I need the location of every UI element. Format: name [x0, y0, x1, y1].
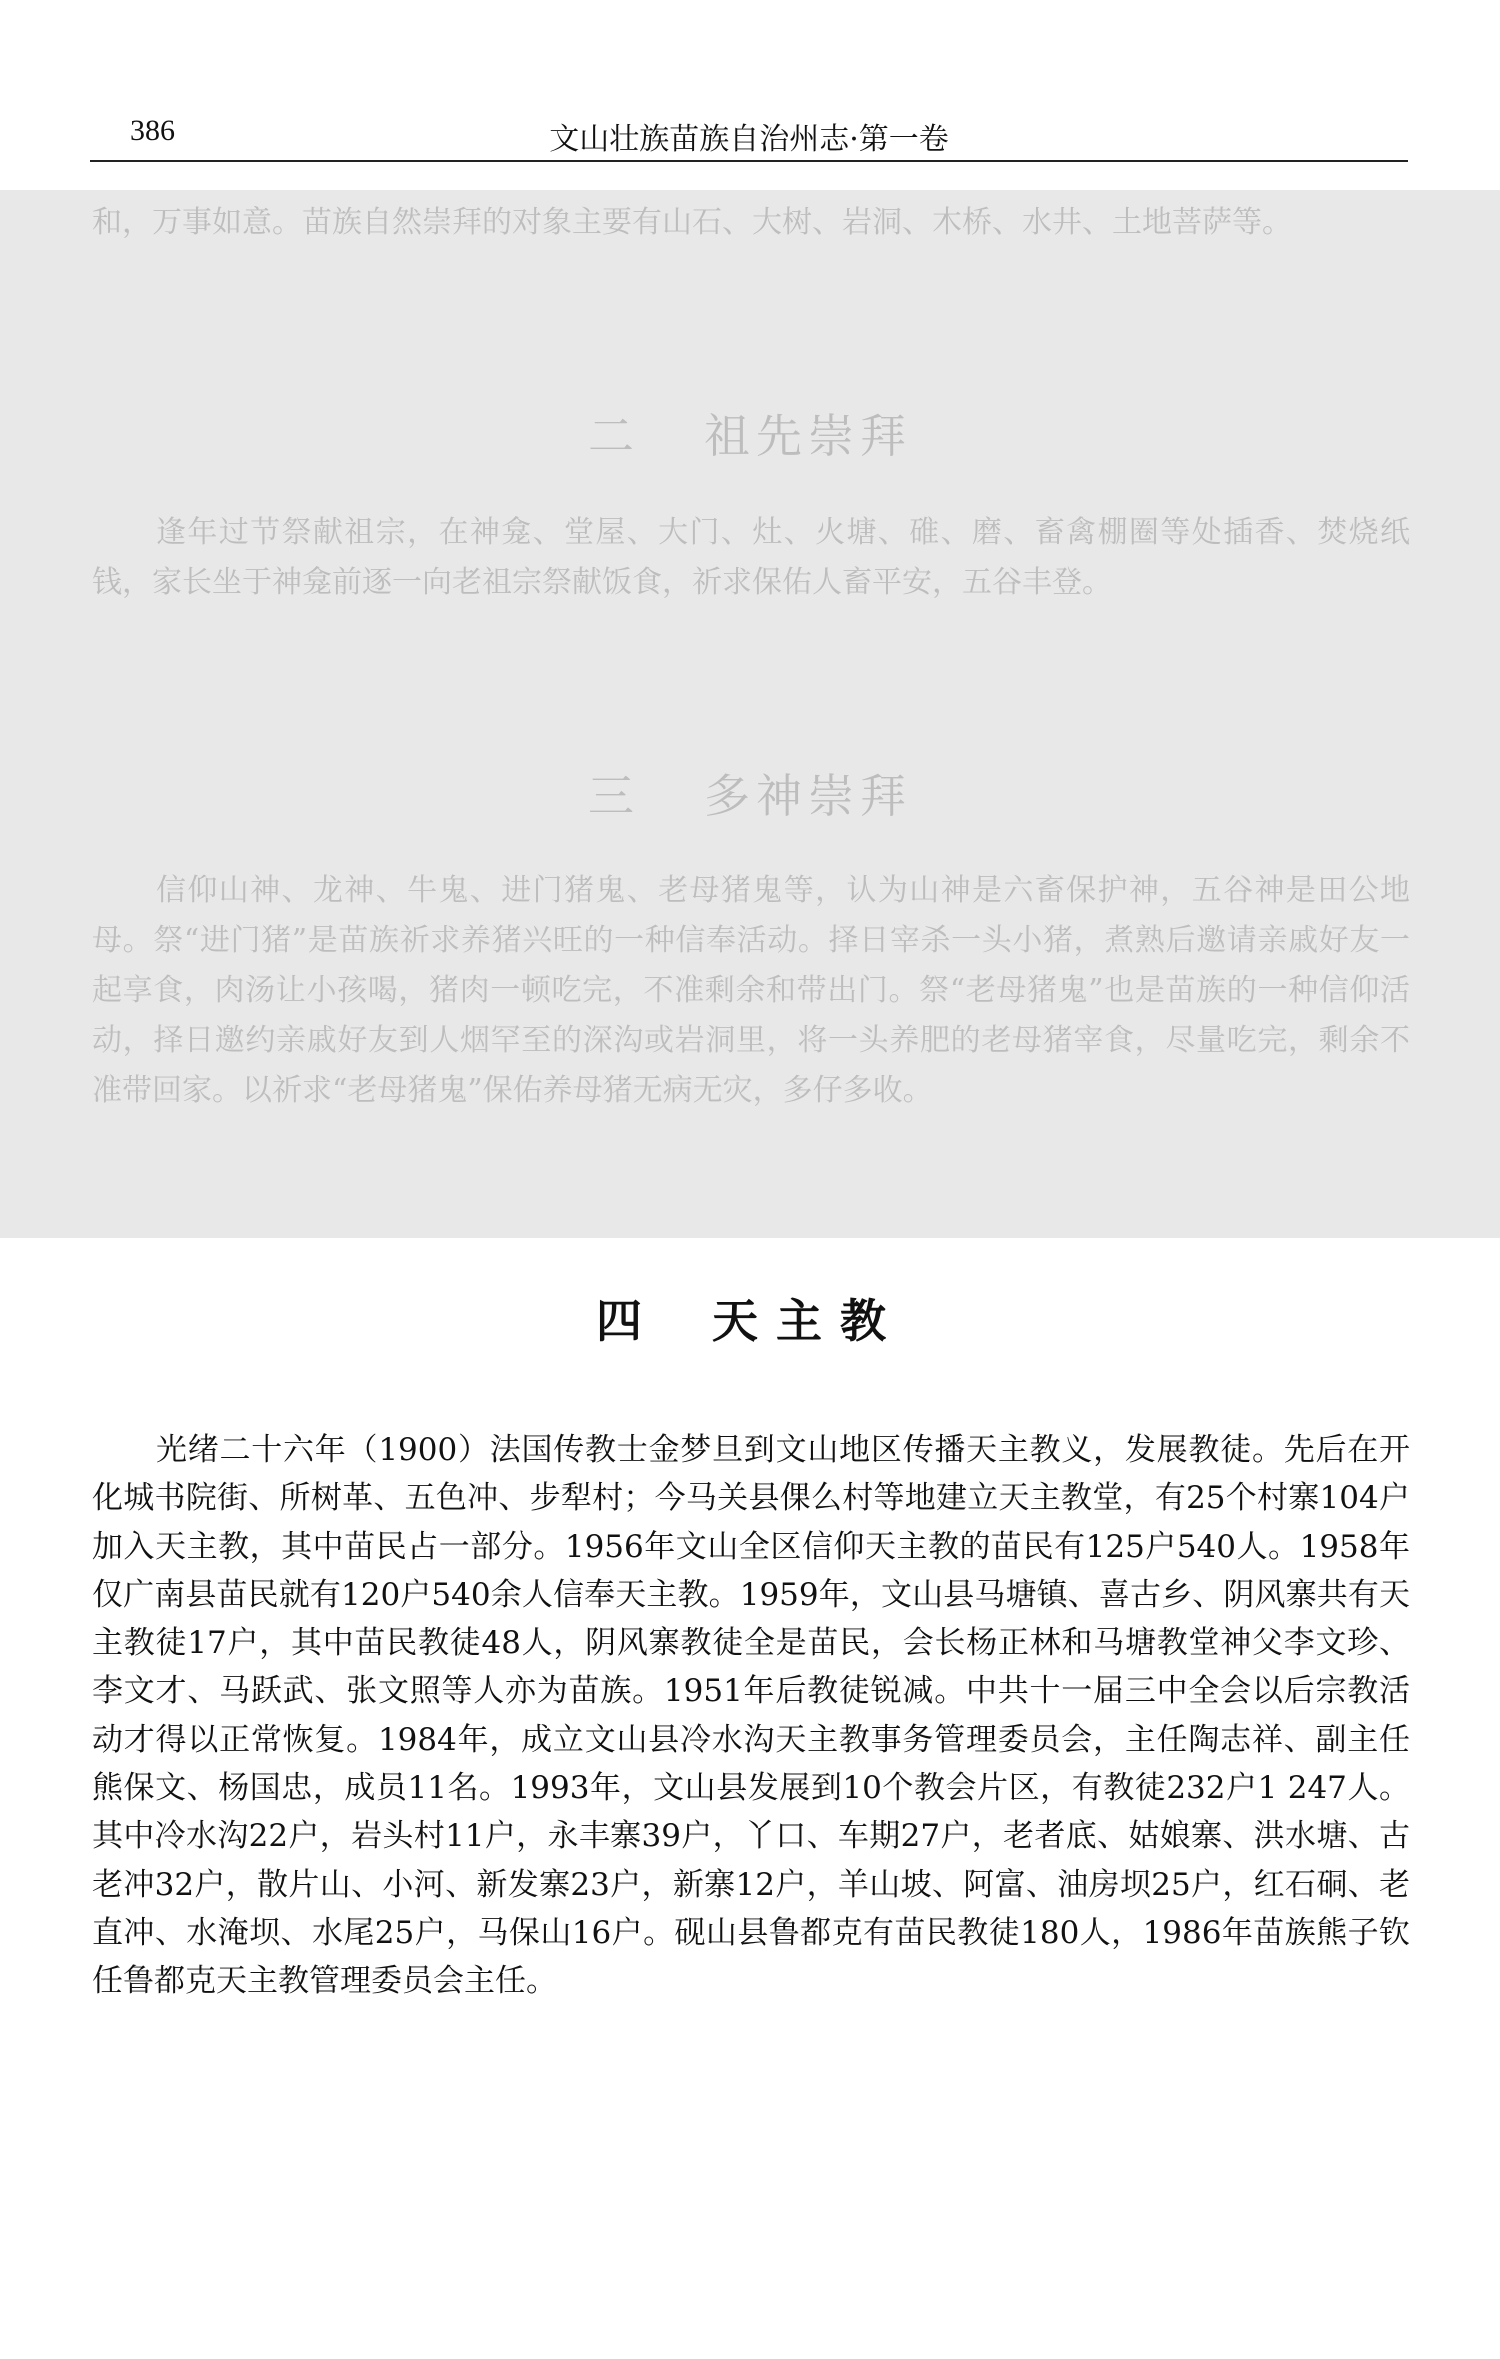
section-3-title: 多神崇拜: [704, 769, 912, 823]
section-4-heading: [0, 1285, 1500, 1351]
section-2-heading: [0, 400, 1500, 466]
section-2-paragraph: 逢年过节祭献祖宗，在神龛、堂屋、大门、灶、火塘、碓、磨、畜禽棚圈等处插香、焚烧纸钱，家长坐于神龛前逐一向老祖宗祭献饭食，祈求保佑人畜平安，五谷丰登。: [92, 515, 1410, 600]
running-title: 文山壮族苗族自治州志·第一卷: [549, 122, 949, 157]
section-2-title: 祖先崇拜: [704, 409, 912, 463]
intro-paragraph: 和，万事如意。苗族自然崇拜的对象主要有山石、大树、岩洞、木桥、水井、土地菩萨等。: [92, 205, 1292, 240]
faded-overlay: [0, 190, 1500, 1238]
page-header: [90, 110, 1408, 162]
section-4-number: 四: [596, 1294, 660, 1348]
section-2-number: 二: [588, 409, 640, 463]
section-4-paragraph: 光绪二十六年（1900）法国传教士金梦旦到文山地区传播天主教义，发展教徒。先后在开化城书院街、所树革、五色冲、步犁村；今马关县倮么村等地建立天主教堂，有25个村寨104户加入天主教，其中苗民占一部分。1956年文山全区信仰天主教的苗民有125户540人。1958年仅广南县苗民就有120户540余人信奉天主教。1959年，文山县马塘镇、喜古乡、阴风寨共有天主教徒17户，其中苗民教徒48人，阴风寨教徒全是苗民，会长杨正林和马塘教堂神父李文珍、李文才、马跃武、张文照等人亦为苗族。1951年后教徒锐减。中共十一届三中全会以后宗教活动才得以正常恢复。1984年，成立文山县冷水沟天主教事务管理委员会，主任陶志祥、副主任熊保文、杨国忠，成员11名。1993年，文山县发展到10个教会片区，有教徒232户1 247人。其中冷水沟22户，岩头村11户，永丰寨39户，丫口、车期27户，老者底、姑娘寨、洪水塘、古老冲32户，散片山、小河、新发寨23户，新寨12户，羊山坡、阿富、油房坝25户，红石硐、老直冲、水淹坝、水尾25户，马保山16户。砚山县鲁都克有苗民教徒180人，1986年苗族熊子钦任鲁都克天主教管理委员会主任。: [92, 1432, 1410, 2000]
page-number: 386: [130, 114, 175, 147]
section-3-paragraph: 信仰山神、龙神、牛鬼、进门猪鬼、老母猪鬼等，认为山神是六畜保护神，五谷神是田公地母。祭“进门猪”是苗族祈求养猪兴旺的一种信奉活动。择日宰杀一头小猪，煮熟后邀请亲戚好友一起享食，肉汤让小孩喝，猪肉一顿吃完，不准剩余和带出门。祭“老母猪鬼”也是苗族的一种信仰活动，择日邀约亲戚好友到人烟罕至的深沟或岩洞里，将一头养肥的老母猪宰食，尽量吃完，剩余不准带回家。以祈求“老母猪鬼”保佑养母猪无病无灾，多仔多收。: [92, 873, 1410, 1108]
section-3-heading: [0, 760, 1500, 826]
section-4-title: 天主教: [712, 1294, 904, 1348]
section-3-number: 三: [588, 769, 640, 823]
